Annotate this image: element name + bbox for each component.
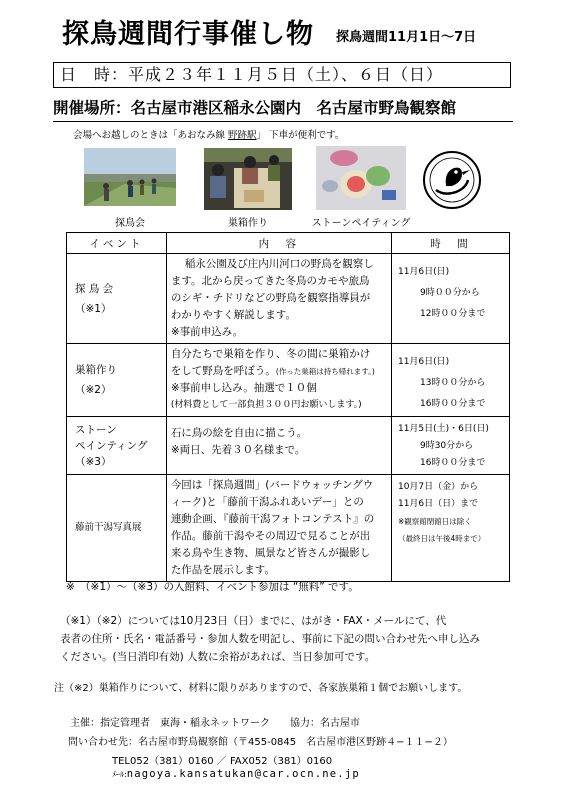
desc-line: た作品を展示します。: [170, 564, 275, 576]
time-line: 10月7日（金）から: [397, 482, 479, 492]
column-header-event: イベント: [67, 233, 167, 254]
event-name-line: 藤前干潟写真展: [75, 522, 142, 533]
table-row: [67, 475, 510, 582]
time-line: 16時００分まで: [419, 458, 486, 468]
desc-line: わかりやすく解説します。: [170, 309, 296, 321]
footer-tel-fax: TEL052（381）0160 ／ FAX052（381）0160: [112, 756, 333, 767]
note-application-line: 表者の住所・氏名・電話番号・参加人数を明記し、事前に下記の問い合わせ先へ申し込み: [60, 633, 480, 645]
desc-line: ※両日、先着３０名様まで。: [170, 444, 306, 456]
table-row: [67, 344, 510, 417]
event-name-line: （※3）: [75, 455, 112, 468]
event-name-line: 巣箱作り: [75, 364, 117, 376]
photo-caption-birdhouse: 巣箱作り: [228, 218, 268, 229]
note-birdhouse-limit: 注（※2）巣箱作りについて、材料に限りがありますので、各家族巣箱１個でお願いします。: [54, 683, 468, 694]
photo-bird-watching: [84, 148, 176, 206]
desc-line: ィーク)と「藤前干潟ふれあいデー」との: [170, 496, 364, 508]
time-line: 12時００分まで: [419, 309, 486, 319]
time-line: ※観察館閉館日は除く: [397, 517, 472, 526]
event-description: [166, 475, 391, 582]
desc-line: 自分たちで巣箱を作り、冬の間に巣箱かけ: [170, 348, 371, 360]
event-description: [166, 417, 391, 475]
event-description: [166, 254, 391, 344]
time-line: 13時００分から: [419, 378, 486, 388]
desc-line: をして野鳥を呼ぼう。: [170, 365, 276, 377]
time-line: 9時30分から: [419, 441, 474, 451]
access-note: [73, 127, 344, 141]
event-time: [391, 344, 509, 417]
event-name: [67, 475, 167, 582]
time-line: 9時００分から: [419, 288, 480, 298]
photo-caption-bird-watching: 探鳥会: [115, 218, 145, 229]
desc-line: 来る鳥や生き物、風景など皆さんが撮影し: [170, 547, 371, 559]
event-name: [67, 344, 167, 417]
event-description: [166, 344, 391, 417]
note-free-admission: ※ （※1）〜（※3）の入館料、イベント参加は “無料” です。: [66, 581, 359, 593]
event-name-line: （※1）: [75, 302, 112, 315]
desc-line: 作品。藤前干潟やその周辺で見ることが出: [170, 530, 371, 542]
note-application-line: （※1）（※2）については10月23日（日）までに、はがき・FAX・メールにて、代: [60, 615, 447, 627]
access-station: 野跡駅: [228, 130, 257, 141]
page-subtitle: 探鳥週間11月1日〜7日: [336, 30, 477, 45]
event-name-line: 探 鳥 会: [75, 282, 114, 295]
desc-line-group: [171, 363, 387, 380]
event-name-line: （※2）: [75, 384, 112, 396]
desc-line: ※事前申込み。: [170, 326, 244, 338]
email-label: ﾒｰﾙ:: [112, 770, 127, 779]
desc-line: 今回は「探鳥週間」(バードウォッチングウ: [170, 479, 374, 491]
time-line: 11月6日（日）まで: [397, 499, 479, 509]
photo-caption-stone-painting: ストーンペイティング: [311, 218, 411, 229]
desc-line: 稲永公園及び庄内川河口の野鳥を観察し: [184, 258, 374, 270]
desc-line: 連動企画、『藤前干潟フォトコンテスト』の: [170, 513, 375, 525]
desc-line: のシギ・チドリなどの野鳥を観察指導員が: [170, 292, 371, 304]
desc-line: ます。北から戻ってきた冬鳥のカモや旅鳥: [170, 275, 370, 287]
note-application: [60, 612, 530, 666]
footer-email: [112, 768, 360, 780]
photo-birdhouse: [204, 148, 292, 210]
event-time: [391, 475, 509, 582]
time-line: 11月6日(日): [397, 357, 450, 367]
event-time: [391, 417, 509, 475]
note-application-line: ください。(当日消印有効) 人数に余裕があれば、当日参加可です。: [60, 651, 376, 663]
photo-stone-painting: [316, 146, 406, 210]
event-name: [67, 417, 167, 475]
event-venue: 開催場所：名古屋市港区稲永公園内 名古屋市野鳥観察館: [53, 99, 457, 117]
footer-contact: 問い合わせ先：名古屋市野鳥観察館（〒455-0845 名古屋市港区野跡４−１１−２）: [68, 737, 453, 748]
event-time: [391, 254, 509, 344]
desc-line: (材料費として一部負担３００円お願いします。): [170, 400, 362, 410]
event-name: [67, 254, 167, 344]
event-name-line: ペインティング: [75, 439, 148, 452]
table-row: [67, 417, 510, 475]
desc-line: ※事前申し込み。抽選で１０個: [170, 382, 317, 394]
page-header: [62, 12, 562, 52]
time-line: 11月6日(日): [397, 267, 450, 277]
column-header-time: 時 間: [391, 233, 509, 254]
footer-organizer: 主催：指定管理者 東海・稲永ネットワーク 協力：名古屋市: [70, 718, 360, 729]
table-header-row: [67, 233, 510, 254]
access-suffix: 」 下車が便利です。: [256, 130, 345, 141]
desc-small-note: (作った巣箱は持ち帰れます。): [275, 367, 375, 376]
page-title: 探鳥週間行事催し物: [62, 19, 314, 50]
venue-divider: [53, 121, 513, 122]
time-line: 11月5日(土)・6日(日): [397, 424, 489, 434]
event-date: 日 時：平成２３年１１月５日（土）、６日（日）: [53, 62, 511, 88]
table-row: [67, 254, 510, 344]
time-line: 16時００分まで: [419, 399, 486, 409]
email-address[interactable]: nagoya.kansatukan@car.ocn.ne.jp: [126, 768, 360, 780]
desc-line: 石に鳥の絵を自由に描こう。: [170, 427, 308, 439]
event-name-line: ストーン: [75, 423, 117, 436]
event-table: [66, 232, 510, 582]
observatory-logo-icon: [422, 150, 482, 210]
access-prefix: 会場へお越しのときは「あおなみ線: [73, 130, 229, 141]
column-header-content: 内 容: [166, 233, 391, 254]
time-line: （最終日は午後4時まで）: [397, 534, 486, 543]
